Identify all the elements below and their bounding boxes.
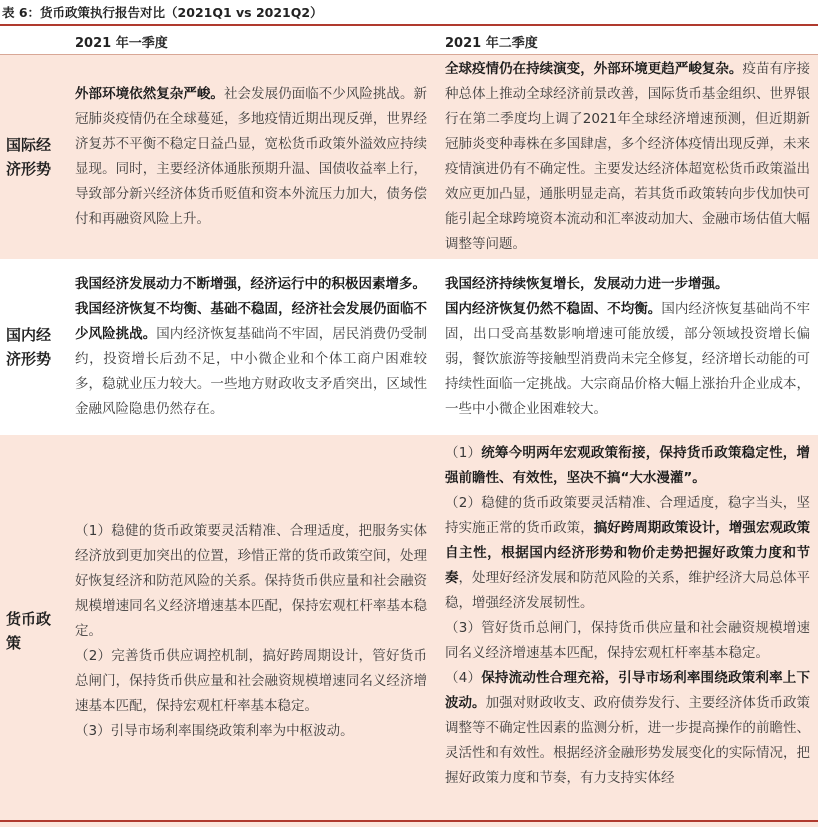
row-label-international: 国际经济形势 bbox=[0, 55, 65, 260]
q2-monetary-bold-2: 搞好跨周期政策设计，增强宏观政策自主性，根据国内经济形势和物价走势把握好政策力度和节奏 bbox=[445, 520, 811, 586]
q1-monetary-para-1: （1）稳健的货币政策要灵活精准、合理适度，把服务实体经济放到更加突出的位置，珍惜正常的货币政策空间，处理好恢复经济和防范风险的关系。保持货币供应量和社会融资规模增速同名义经济增速基本匹配，保持宏观杠杆率基本稳定。 bbox=[75, 522, 427, 639]
q2-international-text: 疫苗有序接种总体上推动全球经济前景改善，国际货币基金组织、世界银行在第二季度均上调了2021年全球经济增速预测，但近期新冠肺炎变种毒株在多国肆虐，多个经济体疫情出现反弹，未来疫情演进仍有不确定性。主要发达经济体超宽松货币政策溢出效应更加凸显，通胀明显走高，若其货币政策转向步伐加快可能引起全球跨境资本流动和汇率波动加大、金融市场估值大幅调整等问题。 bbox=[445, 61, 811, 252]
q2-monetary-text-2: ，处理好经济发展和防范风险的关系，维护经济大局总体平稳，增强经济发展韧性。 bbox=[445, 570, 811, 611]
q2-monetary-text-4: 加强对财政收支、政府债券发行、主要经济体货币政策调整等不确定性因素的监测分析，进一步提高操作的前瞻性、灵活性和有效性。根据经济金融形势发展变化的实际情况，把握好政策力度和节奏，有力支持实体经 bbox=[445, 695, 811, 786]
q1-domestic-bold-1: 我国经济发展动力不断增强，经济运行中的积极因素增多。 bbox=[75, 276, 426, 292]
q2-monetary-pre-3: （3）管好货币总闸门，保持货币供应量和社会融资规模增速同名义经济增速基本匹配，保持宏观杠杆率基本稳定。 bbox=[445, 620, 810, 661]
table-caption: 表 6：货币政策执行报告对比（2021Q1 vs 2021Q2） bbox=[0, 0, 818, 26]
comparison-table bbox=[0, 28, 818, 827]
q2-monetary-para-1 bbox=[445, 441, 810, 491]
table-row-monetary bbox=[0, 435, 818, 827]
q2-monetary-para-2 bbox=[445, 491, 810, 616]
q2-monetary-bold-4: 保持流动性合理充裕，引导市场利率围绕政策利率上下波动。 bbox=[445, 670, 811, 711]
cell-domestic-q1 bbox=[65, 259, 435, 435]
q1-domestic-text-2: 国内经济恢复基础尚不牢固，居民消费仍受制约，投资增长后劲不足，中小微企业和个体工商户困难较多，稳就业压力较大。一些地方财政收支矛盾突出，区域性金融风险隐患仍然存在。 bbox=[75, 326, 428, 417]
header-q1 bbox=[65, 28, 435, 55]
header-q2 bbox=[435, 28, 818, 55]
cell-domestic-q2 bbox=[435, 259, 818, 435]
header-row bbox=[0, 28, 818, 55]
cell-monetary-q2 bbox=[435, 435, 818, 827]
cell-international-q2 bbox=[435, 55, 818, 260]
q2-monetary-pre-4: （4） bbox=[445, 670, 482, 686]
q2-monetary-bold-1: 统筹今明两年宏观政策衔接，保持货币政策稳定性，增强前瞻性、有效性，坚决不搞“大水漫灌”。 bbox=[445, 445, 811, 486]
q1-domestic-bold-2: 我国经济恢复不均衡、基础不稳固，经济社会发展仍面临不少风险挑战。 bbox=[75, 301, 427, 342]
q1-domestic-para-2 bbox=[75, 297, 427, 422]
q2-international-bold: 全球疫情仍在持续演变，外部环境更趋严峻复杂。 bbox=[445, 61, 743, 77]
q1-international-bold: 外部环境依然复杂严峻。 bbox=[75, 86, 224, 102]
q1-monetary-para-2: （2）完善货币供应调控机制，搞好跨周期设计，管好货币总闸门，保持货币供应量和社会融资规模增速同名义经济增速基本匹配，保持宏观杠杆率基本稳定。 bbox=[75, 647, 427, 714]
header-q1-label: 2021 年一季度 bbox=[75, 35, 168, 51]
cell-international-q1 bbox=[65, 55, 435, 260]
q2-monetary-pre-1: （1） bbox=[445, 445, 482, 461]
q2-domestic-para-1 bbox=[445, 272, 810, 297]
row-label-monetary: 货币政策 bbox=[0, 435, 65, 827]
table-row-international bbox=[0, 55, 818, 260]
q2-domestic-bold-1: 我国经济持续恢复增长，发展动力进一步增强。 bbox=[445, 276, 729, 292]
bottom-rule bbox=[0, 820, 818, 822]
q2-domestic-para-2 bbox=[445, 297, 810, 422]
cell-monetary-q1 bbox=[65, 435, 435, 827]
header-q2-label: 2021 年二季度 bbox=[445, 35, 538, 51]
q2-domestic-bold-2: 国内经济恢复仍然不稳固、不均衡。 bbox=[445, 301, 662, 317]
q1-domestic-para-1 bbox=[75, 272, 427, 297]
q2-monetary-pre-2: （2）稳健的货币政策要灵活精准、合理适度，稳字当头，坚持实施正常的货币政策， bbox=[445, 495, 810, 536]
q1-international-text: 社会发展仍面临不少风险挑战。新冠肺炎疫情仍在全球蔓延，多地疫情近期出现反弹，世界经济复苏不平衡不稳定日益凸显，宽松货币政策外溢效应持续显现。同时，主要经济体通胀预期升温、国债收益率上行，导致部分新兴经济体货币贬值和资本外流压力加大，债务偿付和再融资风险上升。 bbox=[75, 86, 428, 227]
q1-monetary-para-3: （3）引导市场利率围绕政策利率为中枢波动。 bbox=[75, 722, 354, 739]
header-blank bbox=[0, 28, 65, 55]
table-row-domestic bbox=[0, 259, 818, 435]
row-label-domestic: 国内经济形势 bbox=[0, 259, 65, 435]
q2-domestic-text-2: 国内经济恢复基础尚不牢固，出口受高基数影响增速可能放缓，部分领域投资增长偏弱，餐饮旅游等接触型消费尚未完全修复，经济增长动能的可持续性面临一定挑战。大宗商品价格大幅上涨抬升企业成本，一些中小微企业困难较大。 bbox=[445, 301, 811, 417]
q2-monetary-para-4 bbox=[445, 666, 810, 791]
q2-monetary-para-3 bbox=[445, 616, 810, 666]
